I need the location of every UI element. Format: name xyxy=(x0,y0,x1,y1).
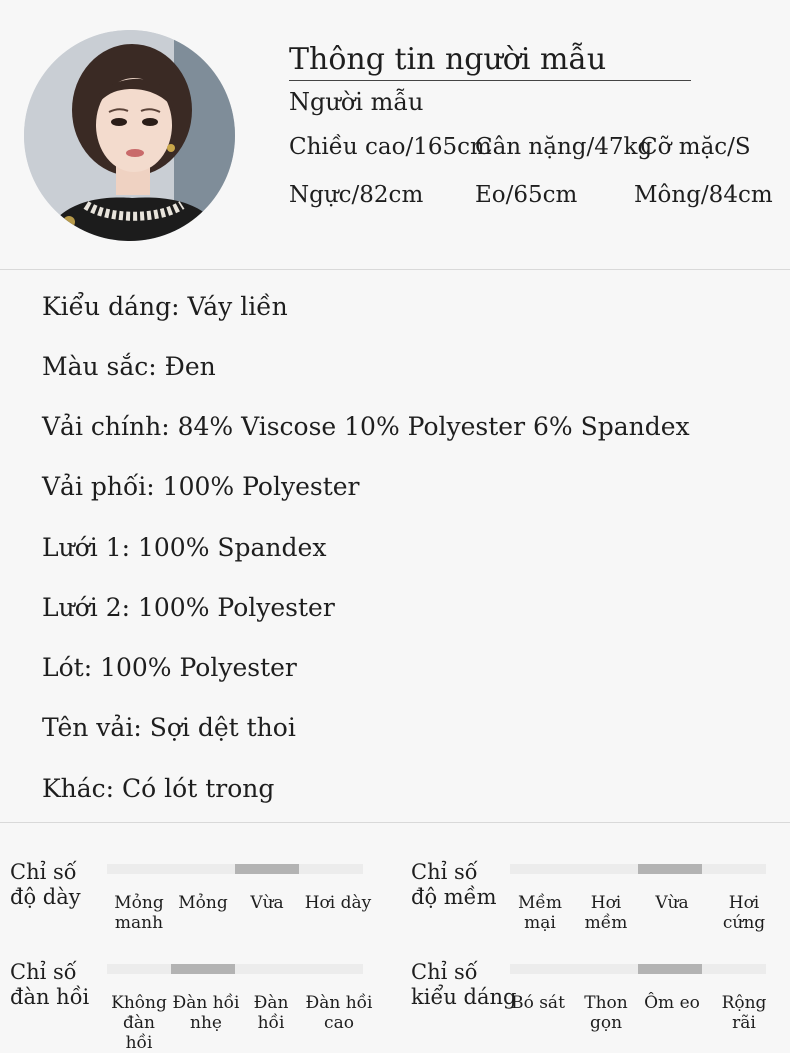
elasticity-bar-segment xyxy=(235,964,299,974)
elasticity-option: Đàn hồi cao xyxy=(305,993,373,1033)
thickness-index-title: Chỉ số độ dày xyxy=(10,860,81,909)
spec-fabric-name: Tên vải: Sợi dệt thoi xyxy=(42,713,296,742)
fit-index-title: Chỉ số kiểu dáng xyxy=(411,960,517,1009)
model-label: Người mẫu xyxy=(289,88,424,116)
spec-other: Khác: Có lót trong xyxy=(42,774,275,803)
softness-bar-segment xyxy=(702,864,766,874)
spec-accent-fabric: Vải phối: 100% Polyester xyxy=(42,472,360,501)
elasticity-option: Đàn hồi nhẹ xyxy=(172,993,240,1033)
elasticity-option: Đàn hồi xyxy=(253,993,289,1033)
elasticity-bar-segment xyxy=(107,964,171,974)
softness-option: Hơi cứng xyxy=(722,893,766,933)
fit-option: Rộng rãi xyxy=(721,993,767,1033)
elasticity-option: Không đàn hồi xyxy=(111,993,167,1053)
fit-bar-segment xyxy=(638,964,702,974)
thickness-option: Mỏng manh xyxy=(114,893,164,933)
fit-option: Thon gọn xyxy=(584,993,628,1033)
elasticity-index-bar xyxy=(107,964,363,974)
softness-bar-segment xyxy=(574,864,638,874)
thickness-option: Hơi dày xyxy=(304,893,372,913)
model-hips: Mông/84cm xyxy=(634,182,773,208)
elasticity-index-title: Chỉ số đàn hồi xyxy=(10,960,90,1009)
softness-index-title: Chỉ số độ mềm xyxy=(411,860,497,909)
thickness-bar-segment xyxy=(171,864,235,874)
fit-index-bar xyxy=(510,964,766,974)
fit-option: Bó sát xyxy=(511,993,565,1013)
thickness-bar-segment xyxy=(107,864,171,874)
fit-bar-segment xyxy=(702,964,766,974)
title-underline xyxy=(289,80,691,81)
softness-index-bar xyxy=(510,864,766,874)
section-divider xyxy=(0,822,790,823)
thickness-option: Vừa xyxy=(250,893,284,913)
model-waist: Eo/65cm xyxy=(475,182,578,208)
model-info-title: Thông tin người mẫu xyxy=(289,42,607,77)
thickness-bar-segment xyxy=(235,864,299,874)
spec-style: Kiểu dáng: Váy liền xyxy=(42,292,288,321)
model-bust: Ngực/82cm xyxy=(289,182,424,208)
softness-option: Mềm mại xyxy=(518,893,562,933)
model-portrait-image xyxy=(24,30,235,241)
fit-bar-segment xyxy=(510,964,574,974)
model-photo xyxy=(24,30,235,241)
spec-lining: Lót: 100% Polyester xyxy=(42,653,297,682)
thickness-option: Mỏng xyxy=(178,893,228,913)
model-size: Cỡ mặc/S xyxy=(640,134,751,160)
spec-main-fabric: Vải chính: 84% Viscose 10% Polyester 6% Spandex xyxy=(42,412,690,441)
model-weight: Cân nặng/47kg xyxy=(475,134,653,160)
softness-option: Hơi mềm xyxy=(584,893,628,933)
thickness-index-bar xyxy=(107,864,363,874)
softness-bar-segment xyxy=(510,864,574,874)
softness-option: Vừa xyxy=(655,893,689,913)
softness-bar-segment xyxy=(638,864,702,874)
thickness-bar-segment xyxy=(299,864,363,874)
fit-bar-segment xyxy=(574,964,638,974)
spec-mesh-2: Lưới 2: 100% Polyester xyxy=(42,593,335,622)
model-height: Chiều cao/165cm xyxy=(289,134,492,160)
spec-mesh-1: Lưới 1: 100% Spandex xyxy=(42,533,327,562)
elasticity-bar-segment xyxy=(299,964,363,974)
fit-option: Ôm eo xyxy=(644,993,700,1013)
section-divider xyxy=(0,269,790,270)
spec-color: Màu sắc: Đen xyxy=(42,352,216,381)
elasticity-bar-segment xyxy=(171,964,235,974)
